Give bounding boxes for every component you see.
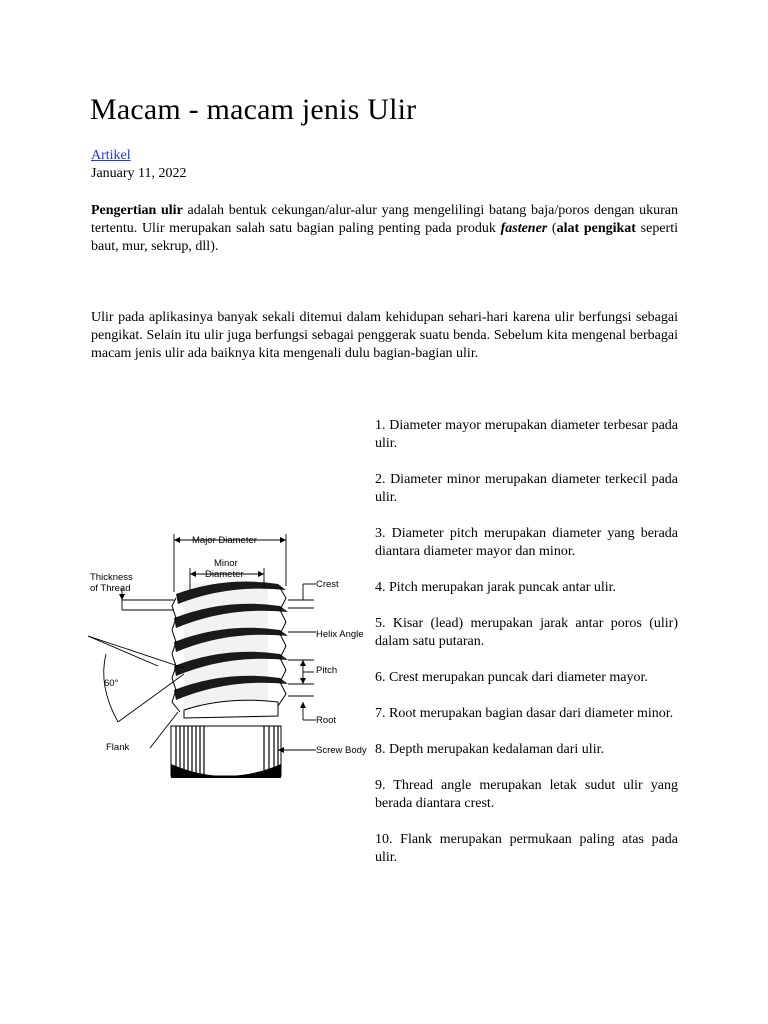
thread-diagram [88, 526, 378, 786]
label-minor-diameter-1: Minor [214, 558, 238, 569]
label-thickness-1: Thickness [90, 572, 133, 583]
category-link[interactable]: Artikel [91, 148, 131, 163]
thread-parts-list [375, 417, 678, 885]
body-paragraph: Ulir pada aplikasinya banyak sekali ditemui dalam kehidupan sehari-hari karena ulir berfungsi sebagai pengikat. Selain itu ulir juga berfungsi sebagai penggerak suatu benda. Sebelum kita mengenal berbagai macam jenis ulir ada baiknya kita mengenali dulu bagian-bagian ulir. [91, 310, 678, 361]
label-screw-body: Screw Body [316, 745, 367, 756]
list-item: 10. Flank merupakan permukaan paling atas pada ulir. [375, 832, 678, 865]
list-item: 6. Crest merupakan puncak dari diameter mayor. [375, 670, 648, 685]
list-item: 9. Thread angle merupakan letak sudut ulir yang berada diantara crest. [375, 778, 678, 811]
label-major-diameter: Major Diameter [192, 535, 257, 546]
label-root: Root [316, 715, 337, 726]
intro-paragraph [91, 202, 678, 256]
list-item: 1. Diameter mayor merupakan diameter terbesar pada ulir. [375, 418, 678, 451]
list-item: 8. Depth merupakan kedalaman dari ulir. [375, 742, 604, 757]
label-thickness-2: of Thread [90, 583, 131, 594]
list-item: 5. Kisar (lead) merupakan jarak antar poros (ulir) dalam satu putaran. [375, 616, 678, 649]
list-item: 3. Diameter pitch merupakan diameter yang berada diantara diameter mayor dan minor. [375, 526, 678, 559]
label-angle: 60° [104, 678, 119, 689]
intro-text-3: seperti baut, mur, sekrup, dll). [91, 221, 678, 254]
list-item: 2. Diameter minor merupakan diameter terkecil pada ulir. [375, 472, 678, 505]
list-item: 4. Pitch merupakan jarak puncak antar ulir. [375, 580, 617, 595]
intro-text-2: ( [547, 221, 557, 236]
intro-term: Pengertian ulir [91, 203, 183, 218]
label-pitch: Pitch [316, 665, 338, 676]
thread-shape [172, 582, 288, 718]
intro-bold-2: alat pengikat [556, 221, 636, 236]
label-minor-diameter-2: Diameter [205, 569, 244, 580]
publish-date: January 11, 2022 [91, 166, 187, 181]
label-crest: Crest [316, 579, 339, 590]
label-helix-angle: Helix Angle [316, 629, 364, 640]
intro-text-1: adalah bentuk cekungan/alur-alur yang mengelilingi batang baja/poros dengan ukuran tertentu. Ulir merupakan salah satu bagian paling penting pada produk [91, 203, 678, 236]
article-title: Macam - macam jenis Ulir [90, 93, 417, 126]
label-flank: Flank [106, 742, 130, 753]
screw-body-shape [171, 726, 281, 778]
list-item: 7. Root merupakan bagian dasar dari diameter minor. [375, 706, 674, 721]
intro-emphasis: fastener [500, 221, 548, 236]
